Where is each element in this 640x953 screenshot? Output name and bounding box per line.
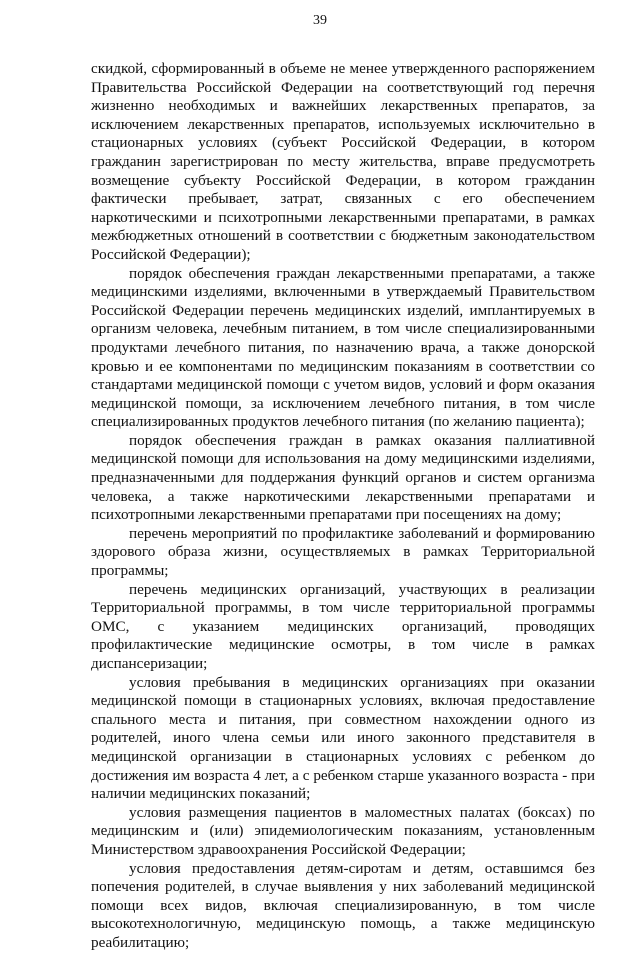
- paragraph: перечень медицинских организаций, участвующих в реализации Территориальной программы, в том числе территориальной программы ОМС, с указанием медицинских организаций, проводящих профилактические медицинские осмотры, в том числе в рамках диспансеризации;: [91, 580, 595, 672]
- paragraph: порядок обеспечения граждан лекарственными препаратами, а также медицинскими изделиями, включенными в утверждаемый Правительством Российской Федерации перечень медицинских изделий, имплантируемых в организм человека, лечебным питанием, в том числе специализированными продуктами лечебного питания, по назначению врача, а также донорской кровью и ее компонентами по медицинским показаниям в соответствии со стандартами медицинской помощи с учетом видов, условий и форм оказания медицинской помощи, за исключением лечебного питания, в том числе специализированных продуктов лечебного питания (по желанию пациента);: [91, 264, 595, 431]
- paragraph-continuation: скидкой, сформированный в объеме не менее утвержденного распоряжением Правительства Российской Федерации на соответствующий год перечня жизненно необходимых и важнейших лекарственных препаратов, за исключением лекарственных препаратов, используемых исключительно в стационарных условиях (субъект Российской Федерации, в котором гражданин зарегистрирован по месту жительства, вправе предусмотреть возмещение субъекту Российской Федерации, в котором гражданин фактически пребывает, затрат, связанных с его обеспечением наркотическими и психотропными лекарственными препаратами, в рамках межбюджетных отношений в соответствии с бюджетным законодательством Российской Федерации);: [91, 60, 595, 263]
- paragraph: условия пребывания в медицинских организациях при оказании медицинской помощи в стационарных условиях, включая предоставление спального места и питания, при совместном нахождении одного из родителей, иного члена семьи или иного законного представителя в медицинской организации в стационарных условиях с ребенком до достижения им возраста 4 лет, а с ребенком старше указанного возраста - при наличии медицинских показаний;: [91, 673, 595, 803]
- page-number: 39: [313, 13, 327, 28]
- paragraph: перечень мероприятий по профилактике заболеваний и формированию здорового образа жизни, осуществляемых в рамках Территориальной программы;: [91, 524, 595, 580]
- paragraph: условия размещения пациентов в маломестных палатах (боксах) по медицинским и (или) эпидемиологическим показаниям, установленным Министерством здравоохранения Российской Федерации;: [91, 803, 595, 858]
- paragraph: условия предоставления детям-сиротам и детям, оставшимся без попечения родителей, в случае выявления у них заболеваний медицинской помощи всех видов, включая специализированную, в том числе высокотехнологичную, медицинскую помощь, а также медицинскую реабилитацию;: [91, 859, 595, 951]
- document-body: [91, 60, 595, 953]
- paragraph: порядок обеспечения граждан в рамках оказания паллиативной медицинской помощи для использования на дому медицинскими изделиями, предназначенными для поддержания функций органов и систем организма человека, а также наркотическими лекарственными препаратами и психотропными лекарственными препаратами при посещениях на дому;: [91, 431, 595, 524]
